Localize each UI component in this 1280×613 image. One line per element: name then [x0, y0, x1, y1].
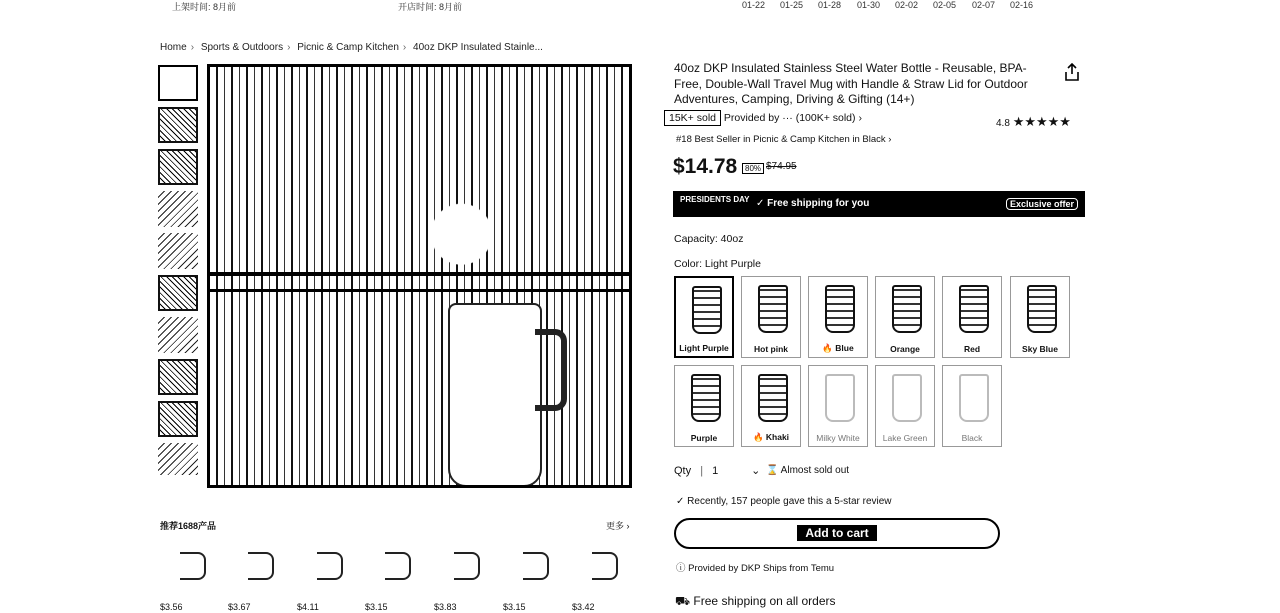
color-option-hot-pink[interactable]: Hot pink [741, 276, 801, 358]
recommend-price: $3.56 [160, 602, 183, 612]
qty-label: Qty [674, 465, 692, 477]
promo-banner[interactable] [673, 191, 1085, 217]
recommend-item[interactable] [297, 548, 357, 588]
share-icon[interactable] [1064, 63, 1082, 81]
date-tick: 01-22 [742, 0, 766, 10]
breadcrumb-sports[interactable]: Sports & Outdoors [200, 42, 284, 53]
recommend-price: $3.83 [434, 602, 457, 612]
free-shipping-note[interactable]: ⛟ Free shipping on all orders [675, 594, 836, 608]
thumbnail[interactable] [158, 191, 198, 227]
main-product-image[interactable] [207, 64, 632, 488]
color-option-red[interactable]: Red [942, 276, 1002, 358]
quantity-row: Qty | 1 ⌄ [674, 465, 761, 477]
top-info-strip [0, 0, 1280, 12]
recommend-item[interactable] [434, 548, 494, 588]
breadcrumb-picnic[interactable]: Picnic & Camp Kitchen [297, 42, 399, 53]
recommend-price: $3.42 [572, 602, 595, 612]
current-price: $14.78 [673, 155, 738, 178]
discount-badge: 80% [742, 163, 764, 174]
breadcrumb-home[interactable]: Home [160, 42, 187, 53]
add-to-cart-label: Add to cart [797, 525, 876, 541]
date-tick: 01-28 [818, 0, 842, 10]
exclusive-offer-badge: Exclusive offer [1006, 198, 1078, 210]
original-price: $74.95 [766, 161, 797, 172]
product-title: 40oz DKP Insulated Stainless Steel Water Bottle - Reusable, BPA-Free, Double-Wall Travel Mug with Handle & Straw Lid for Outdoor Adventures, Camping, Driving & Gifting (14+) [674, 61, 1028, 106]
presidents-day-label: PRESIDENTS DAY [680, 195, 750, 204]
date-tick: 02-16 [1010, 0, 1034, 10]
star-icons: ★★★★★ [1012, 114, 1071, 129]
date-tick: 01-30 [857, 0, 881, 10]
recommend-price: $4.11 [297, 602, 319, 612]
thumbnail[interactable] [158, 149, 198, 185]
color-option-lake-green[interactable]: Lake Green [875, 365, 935, 447]
recommend-title: 推荐1688产品 [160, 521, 217, 531]
color-option-sky-blue[interactable]: Sky Blue [1010, 276, 1070, 358]
listed-time: 上架时间: 8月前 [172, 2, 237, 12]
color-option-orange[interactable]: Orange [875, 276, 935, 358]
thumbnail[interactable] [158, 275, 198, 311]
sold-row [664, 112, 862, 124]
provided-by-link[interactable]: Provided by ··· (100K+ sold) › [723, 112, 862, 124]
free-shipping-label: ✓ Free shipping for you [756, 198, 870, 209]
date-tick: 02-05 [933, 0, 957, 10]
thumbnail[interactable] [158, 401, 198, 437]
almost-sold-out-label: ⌛ Almost sold out [766, 465, 850, 476]
thumbnail[interactable] [158, 359, 198, 395]
recommend-more-link[interactable]: 更多 › [606, 521, 630, 531]
date-tick: 01-25 [780, 0, 804, 10]
date-tick: 02-02 [895, 0, 919, 10]
add-to-cart-button[interactable] [674, 518, 1000, 549]
chevron-down-icon[interactable]: ⌄ [751, 465, 761, 477]
color-option-light-purple[interactable]: Light Purple [674, 276, 734, 358]
thumbnail[interactable] [158, 233, 198, 269]
color-option-purple[interactable]: Purple [674, 365, 734, 447]
tumbler-image [448, 303, 542, 487]
thumbnail[interactable] [158, 65, 198, 101]
color-option-khaki[interactable]: 🔥 Khaki [741, 365, 801, 447]
store-open-time: 开店时间: 8月前 [398, 2, 463, 12]
best-seller-badge[interactable]: #18 Best Seller in Picnic & Camp Kitchen in Black › [676, 134, 892, 145]
thumbnail-list [158, 65, 200, 475]
recommend-item[interactable] [228, 548, 288, 588]
color-option-black[interactable]: Black [942, 365, 1002, 447]
thumbnail[interactable] [158, 107, 198, 143]
breadcrumb-current[interactable]: 40oz DKP Insulated Stainle... [413, 42, 543, 53]
thumbnail[interactable] [158, 443, 198, 475]
rating[interactable] [996, 114, 1071, 130]
tumbler-handle-image [535, 329, 567, 411]
recommend-price: $3.67 [228, 602, 251, 612]
capacity-label: Capacity: 40oz [674, 233, 744, 245]
color-option-blue[interactable]: 🔥 Blue [808, 276, 868, 358]
provided-ships-note: ⓘ Provided by DKP Ships from Temu [676, 563, 835, 574]
recommend-item[interactable] [365, 548, 425, 588]
date-tick: 02-07 [972, 0, 996, 10]
recommend-price: $3.15 [503, 602, 526, 612]
color-label: Color: Light Purple [674, 258, 761, 270]
recommend-item[interactable] [160, 548, 220, 588]
recent-review-note: ✓ Recently, 157 people gave this a 5-star review [676, 496, 892, 507]
rating-value: 4.8 [996, 118, 1010, 129]
recommend-item[interactable] [572, 548, 632, 588]
qty-select[interactable]: 1 [712, 465, 719, 477]
recommend-price: $3.15 [365, 602, 388, 612]
recommend-item[interactable] [503, 548, 563, 588]
color-option-milky-white[interactable]: Milky White [808, 365, 868, 447]
thumbnail[interactable] [158, 317, 198, 353]
breadcrumb: Home › Sports & Outdoors › Picnic & Camp Kitchen › 40oz DKP Insulated Stainle... [160, 42, 543, 53]
sold-count: 15K+ sold [664, 110, 721, 126]
